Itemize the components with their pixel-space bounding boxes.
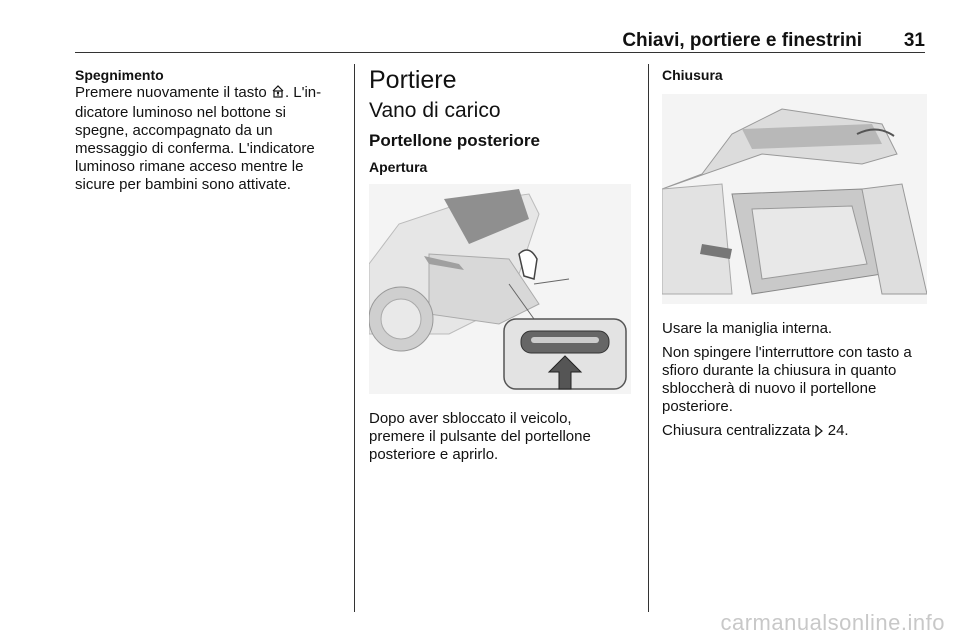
chapter-title: Portiere	[369, 66, 457, 94]
column-divider-1	[354, 64, 355, 612]
section-subtitle: Vano di carico	[369, 99, 501, 122]
paragraph-chiusura-1: Usare la maniglia interna.	[662, 320, 833, 337]
page-reference-arrow-icon	[815, 424, 824, 442]
heading-apertura: Apertura	[369, 159, 428, 175]
ref-page[interactable]: 24.	[827, 422, 849, 439]
section-title: Chiavi, portiere e finestrini	[622, 30, 862, 51]
child-lock-icon	[271, 84, 285, 104]
paragraph-chiusura-2: Non spingere l'interruttore con tasto a sfioro durante la chiusura in quanto sbloccherà di nuovo il portellone posteriore.	[662, 344, 912, 415]
watermark: carmanualsonline.info	[720, 610, 945, 635]
text-after-icon: . L'in-dicatore luminoso nel bottone si spegne, accompagnato da un messaggio di conferma. L'indicatore luminoso rimane acceso mentre le sicure per bambini sono attivate.	[75, 84, 322, 193]
tailgate-opening-illustration	[369, 184, 631, 394]
text-before-icon: Premere nuovamente il tasto	[75, 84, 267, 101]
paragraph-spegnimento	[75, 84, 343, 194]
page-number: 31	[903, 30, 925, 51]
heading-chiusura: Chiusura	[662, 67, 723, 83]
header-divider	[75, 52, 925, 53]
column-divider-2	[648, 64, 649, 612]
heading-spegnimento: Spegnimento	[75, 67, 164, 83]
subsection-heading: Portellone posteriore	[369, 131, 540, 150]
paragraph-apertura: Dopo aver sbloccato il veicolo, premere il pulsante del portellone posteriore e aprirlo.	[369, 410, 591, 463]
paragraph-chiusura-ref	[662, 422, 927, 442]
column-3	[662, 66, 927, 448]
ref-text: Chiusura centralizzata	[662, 422, 811, 439]
column-2	[369, 66, 631, 470]
column-1	[75, 66, 343, 200]
tailgate-closing-illustration	[662, 94, 927, 304]
